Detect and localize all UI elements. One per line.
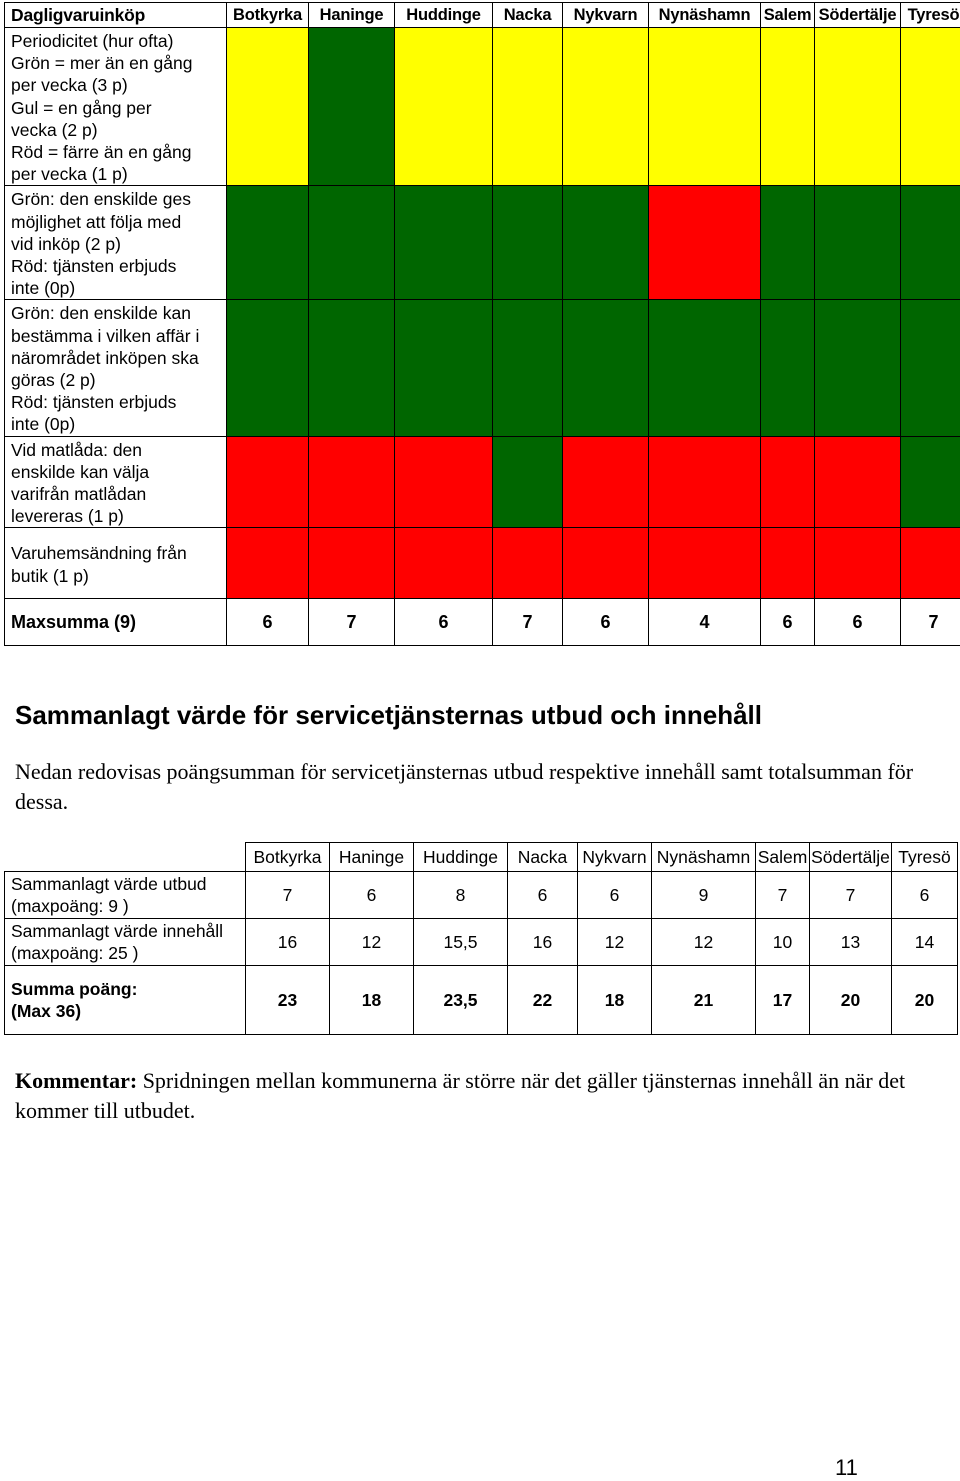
criterion-line: Röd = färre än en gång <box>11 141 222 163</box>
criterion-line: bestämma i vilken affär i <box>11 325 222 347</box>
max-value: 7 <box>901 599 960 646</box>
rating-cell-green <box>761 186 815 300</box>
summary-row-label <box>5 919 246 966</box>
rating-cell-red <box>395 528 493 599</box>
criterion-line: närområdet inköpen ska <box>11 347 222 369</box>
summary-value: 20 <box>810 966 892 1035</box>
page-number: 11 <box>835 1455 858 1481</box>
rating-cell-green <box>227 300 309 436</box>
summary-value: 16 <box>508 919 578 966</box>
summary-label-line: Sammanlagt värde utbud <box>11 873 245 895</box>
summary-header-row <box>5 843 958 872</box>
summary-value: 18 <box>330 966 414 1035</box>
summary-header-cell: Huddinge <box>414 843 508 872</box>
rating-cell-green <box>563 186 649 300</box>
summary-value: 7 <box>810 872 892 919</box>
grid-row <box>5 186 960 300</box>
criterion-line: vid inköp (2 p) <box>11 233 222 255</box>
summary-value: 23,5 <box>414 966 508 1035</box>
criterion-line: Gul = en gång per <box>11 97 222 119</box>
comment-text: Spridningen mellan kommunerna är större när det gäller tjänsternas innehåll än när det kommer till utbudet. <box>15 1068 905 1123</box>
summary-row <box>5 966 958 1035</box>
criterion-line: Varuhemsändning från <box>11 542 222 564</box>
criterion-line: Vid matlåda: den <box>11 439 222 461</box>
grid-header-cell: Huddinge <box>395 3 493 28</box>
grid-row <box>5 436 960 528</box>
summary-value: 23 <box>246 966 330 1035</box>
rating-cell-yellow <box>227 28 309 186</box>
criterion-line: inte (0p) <box>11 277 222 299</box>
grid-corner-label: Dagligvaruinköp <box>5 3 227 28</box>
rating-cell-red <box>761 528 815 599</box>
grid-header-cell: Tyresö <box>901 3 960 28</box>
summary-value: 12 <box>330 919 414 966</box>
comment-label: Kommentar: <box>15 1068 137 1093</box>
grid-header-cell: Södertälje <box>815 3 901 28</box>
rating-cell-green <box>227 186 309 300</box>
rating-cell-yellow <box>761 28 815 186</box>
summary-value: 12 <box>578 919 652 966</box>
grid-header-row <box>5 3 960 28</box>
summary-label-line: (Max 36) <box>11 1000 245 1022</box>
criterion-line: Grön = mer än en gång <box>11 52 222 74</box>
rating-cell-red <box>227 528 309 599</box>
summary-value: 7 <box>756 872 810 919</box>
criterion-cell <box>5 436 227 528</box>
rating-cell-green <box>493 436 563 528</box>
max-value: 7 <box>493 599 563 646</box>
criterion-line: Grön: den enskilde ges <box>11 188 222 210</box>
criterion-line: vecka (2 p) <box>11 119 222 141</box>
summary-row-label <box>5 872 246 919</box>
summary-value: 15,5 <box>414 919 508 966</box>
rating-cell-green <box>395 186 493 300</box>
rating-cell-yellow <box>493 28 563 186</box>
rating-cell-red <box>649 436 761 528</box>
comment-paragraph <box>15 1066 915 1126</box>
rating-cell-green <box>649 300 761 436</box>
grid-header-cell: Botkyrka <box>227 3 309 28</box>
max-value: 6 <box>761 599 815 646</box>
summary-table <box>4 842 958 1035</box>
rating-cell-green <box>901 300 960 436</box>
criterion-line: per vecka (1 p) <box>11 163 222 185</box>
rating-cell-red <box>493 528 563 599</box>
summary-value: 12 <box>652 919 756 966</box>
grid-header-cell: Nynäshamn <box>649 3 761 28</box>
max-value: 6 <box>815 599 901 646</box>
max-label: Maxsumma (9) <box>5 599 227 646</box>
max-value: 6 <box>563 599 649 646</box>
summary-value: 10 <box>756 919 810 966</box>
summary-value: 13 <box>810 919 892 966</box>
criterion-line: levereras (1 p) <box>11 505 222 527</box>
rating-cell-yellow <box>815 28 901 186</box>
summary-value: 6 <box>578 872 652 919</box>
criterion-cell <box>5 300 227 436</box>
summary-corner <box>5 843 246 872</box>
summary-value: 8 <box>414 872 508 919</box>
criterion-cell <box>5 528 227 599</box>
grid-header-cell: Haninge <box>309 3 395 28</box>
criterion-line: inte (0p) <box>11 413 222 435</box>
summary-label-line: (maxpoäng: 9 ) <box>11 895 245 917</box>
summary-row-label <box>5 966 246 1035</box>
summary-row <box>5 872 958 919</box>
rating-cell-red <box>649 186 761 300</box>
summary-value: 14 <box>892 919 958 966</box>
grid-row <box>5 300 960 436</box>
service-grid-table <box>4 2 960 646</box>
summary-value: 6 <box>508 872 578 919</box>
summary-label-line: Sammanlagt värde innehåll <box>11 920 245 942</box>
summary-header-cell: Haninge <box>330 843 414 872</box>
criterion-cell <box>5 186 227 300</box>
summary-value: 21 <box>652 966 756 1035</box>
rating-cell-green <box>493 186 563 300</box>
rating-cell-red <box>563 528 649 599</box>
summary-label-line: (maxpoäng: 25 ) <box>11 942 245 964</box>
criterion-line: Periodicitet (hur ofta) <box>11 30 222 52</box>
summary-header-cell: Tyresö <box>892 843 958 872</box>
criterion-line: enskilde kan välja <box>11 461 222 483</box>
criterion-line: varifrån matlådan <box>11 483 222 505</box>
max-value: 6 <box>395 599 493 646</box>
grid-header-cell: Salem <box>761 3 815 28</box>
rating-cell-red <box>309 436 395 528</box>
section-title: Sammanlagt värde för servicetjänsternas utbud och innehåll <box>15 700 762 731</box>
max-value: 7 <box>309 599 395 646</box>
rating-cell-green <box>309 300 395 436</box>
rating-cell-green <box>761 300 815 436</box>
rating-cell-red <box>309 528 395 599</box>
summary-header-cell: Södertälje <box>810 843 892 872</box>
max-row <box>5 599 960 646</box>
rating-cell-green <box>563 300 649 436</box>
summary-label-line: Summa poäng: <box>11 978 245 1000</box>
rating-cell-green <box>395 300 493 436</box>
rating-cell-green <box>901 186 960 300</box>
summary-header-cell: Nykvarn <box>578 843 652 872</box>
rating-cell-yellow <box>563 28 649 186</box>
rating-cell-green <box>309 28 395 186</box>
rating-cell-green <box>815 186 901 300</box>
rating-cell-red <box>815 528 901 599</box>
summary-row <box>5 919 958 966</box>
grid-row <box>5 528 960 599</box>
criterion-line: göras (2 p) <box>11 369 222 391</box>
max-value: 4 <box>649 599 761 646</box>
rating-cell-red <box>901 528 960 599</box>
criterion-line: Grön: den enskilde kan <box>11 302 222 324</box>
summary-value: 7 <box>246 872 330 919</box>
summary-value: 22 <box>508 966 578 1035</box>
criterion-line: per vecka (3 p) <box>11 74 222 96</box>
summary-header-cell: Salem <box>756 843 810 872</box>
rating-cell-yellow <box>901 28 960 186</box>
rating-cell-green <box>309 186 395 300</box>
summary-header-cell: Nacka <box>508 843 578 872</box>
rating-cell-red <box>649 528 761 599</box>
rating-cell-red <box>227 436 309 528</box>
summary-value: 20 <box>892 966 958 1035</box>
summary-value: 9 <box>652 872 756 919</box>
criterion-line: möjlighet att följa med <box>11 211 222 233</box>
rating-cell-red <box>761 436 815 528</box>
grid-row <box>5 28 960 186</box>
criterion-line: Röd: tjänsten erbjuds <box>11 391 222 413</box>
rating-cell-red <box>563 436 649 528</box>
criterion-line: butik (1 p) <box>11 565 222 587</box>
summary-value: 6 <box>892 872 958 919</box>
rating-cell-yellow <box>649 28 761 186</box>
rating-cell-green <box>901 436 960 528</box>
grid-header-cell: Nacka <box>493 3 563 28</box>
grid-header-cell: Nykvarn <box>563 3 649 28</box>
rating-cell-red <box>395 436 493 528</box>
rating-cell-green <box>493 300 563 436</box>
summary-value: 16 <box>246 919 330 966</box>
summary-value: 17 <box>756 966 810 1035</box>
summary-header-cell: Botkyrka <box>246 843 330 872</box>
intro-paragraph: Nedan redovisas poängsumman för servicetjänsternas utbud respektive innehåll samt totalsumman för dessa. <box>15 757 915 817</box>
summary-value: 6 <box>330 872 414 919</box>
rating-cell-red <box>815 436 901 528</box>
criterion-cell <box>5 28 227 186</box>
summary-header-cell: Nynäshamn <box>652 843 756 872</box>
criterion-line: Röd: tjänsten erbjuds <box>11 255 222 277</box>
rating-cell-green <box>815 300 901 436</box>
max-value: 6 <box>227 599 309 646</box>
summary-value: 18 <box>578 966 652 1035</box>
rating-cell-yellow <box>395 28 493 186</box>
